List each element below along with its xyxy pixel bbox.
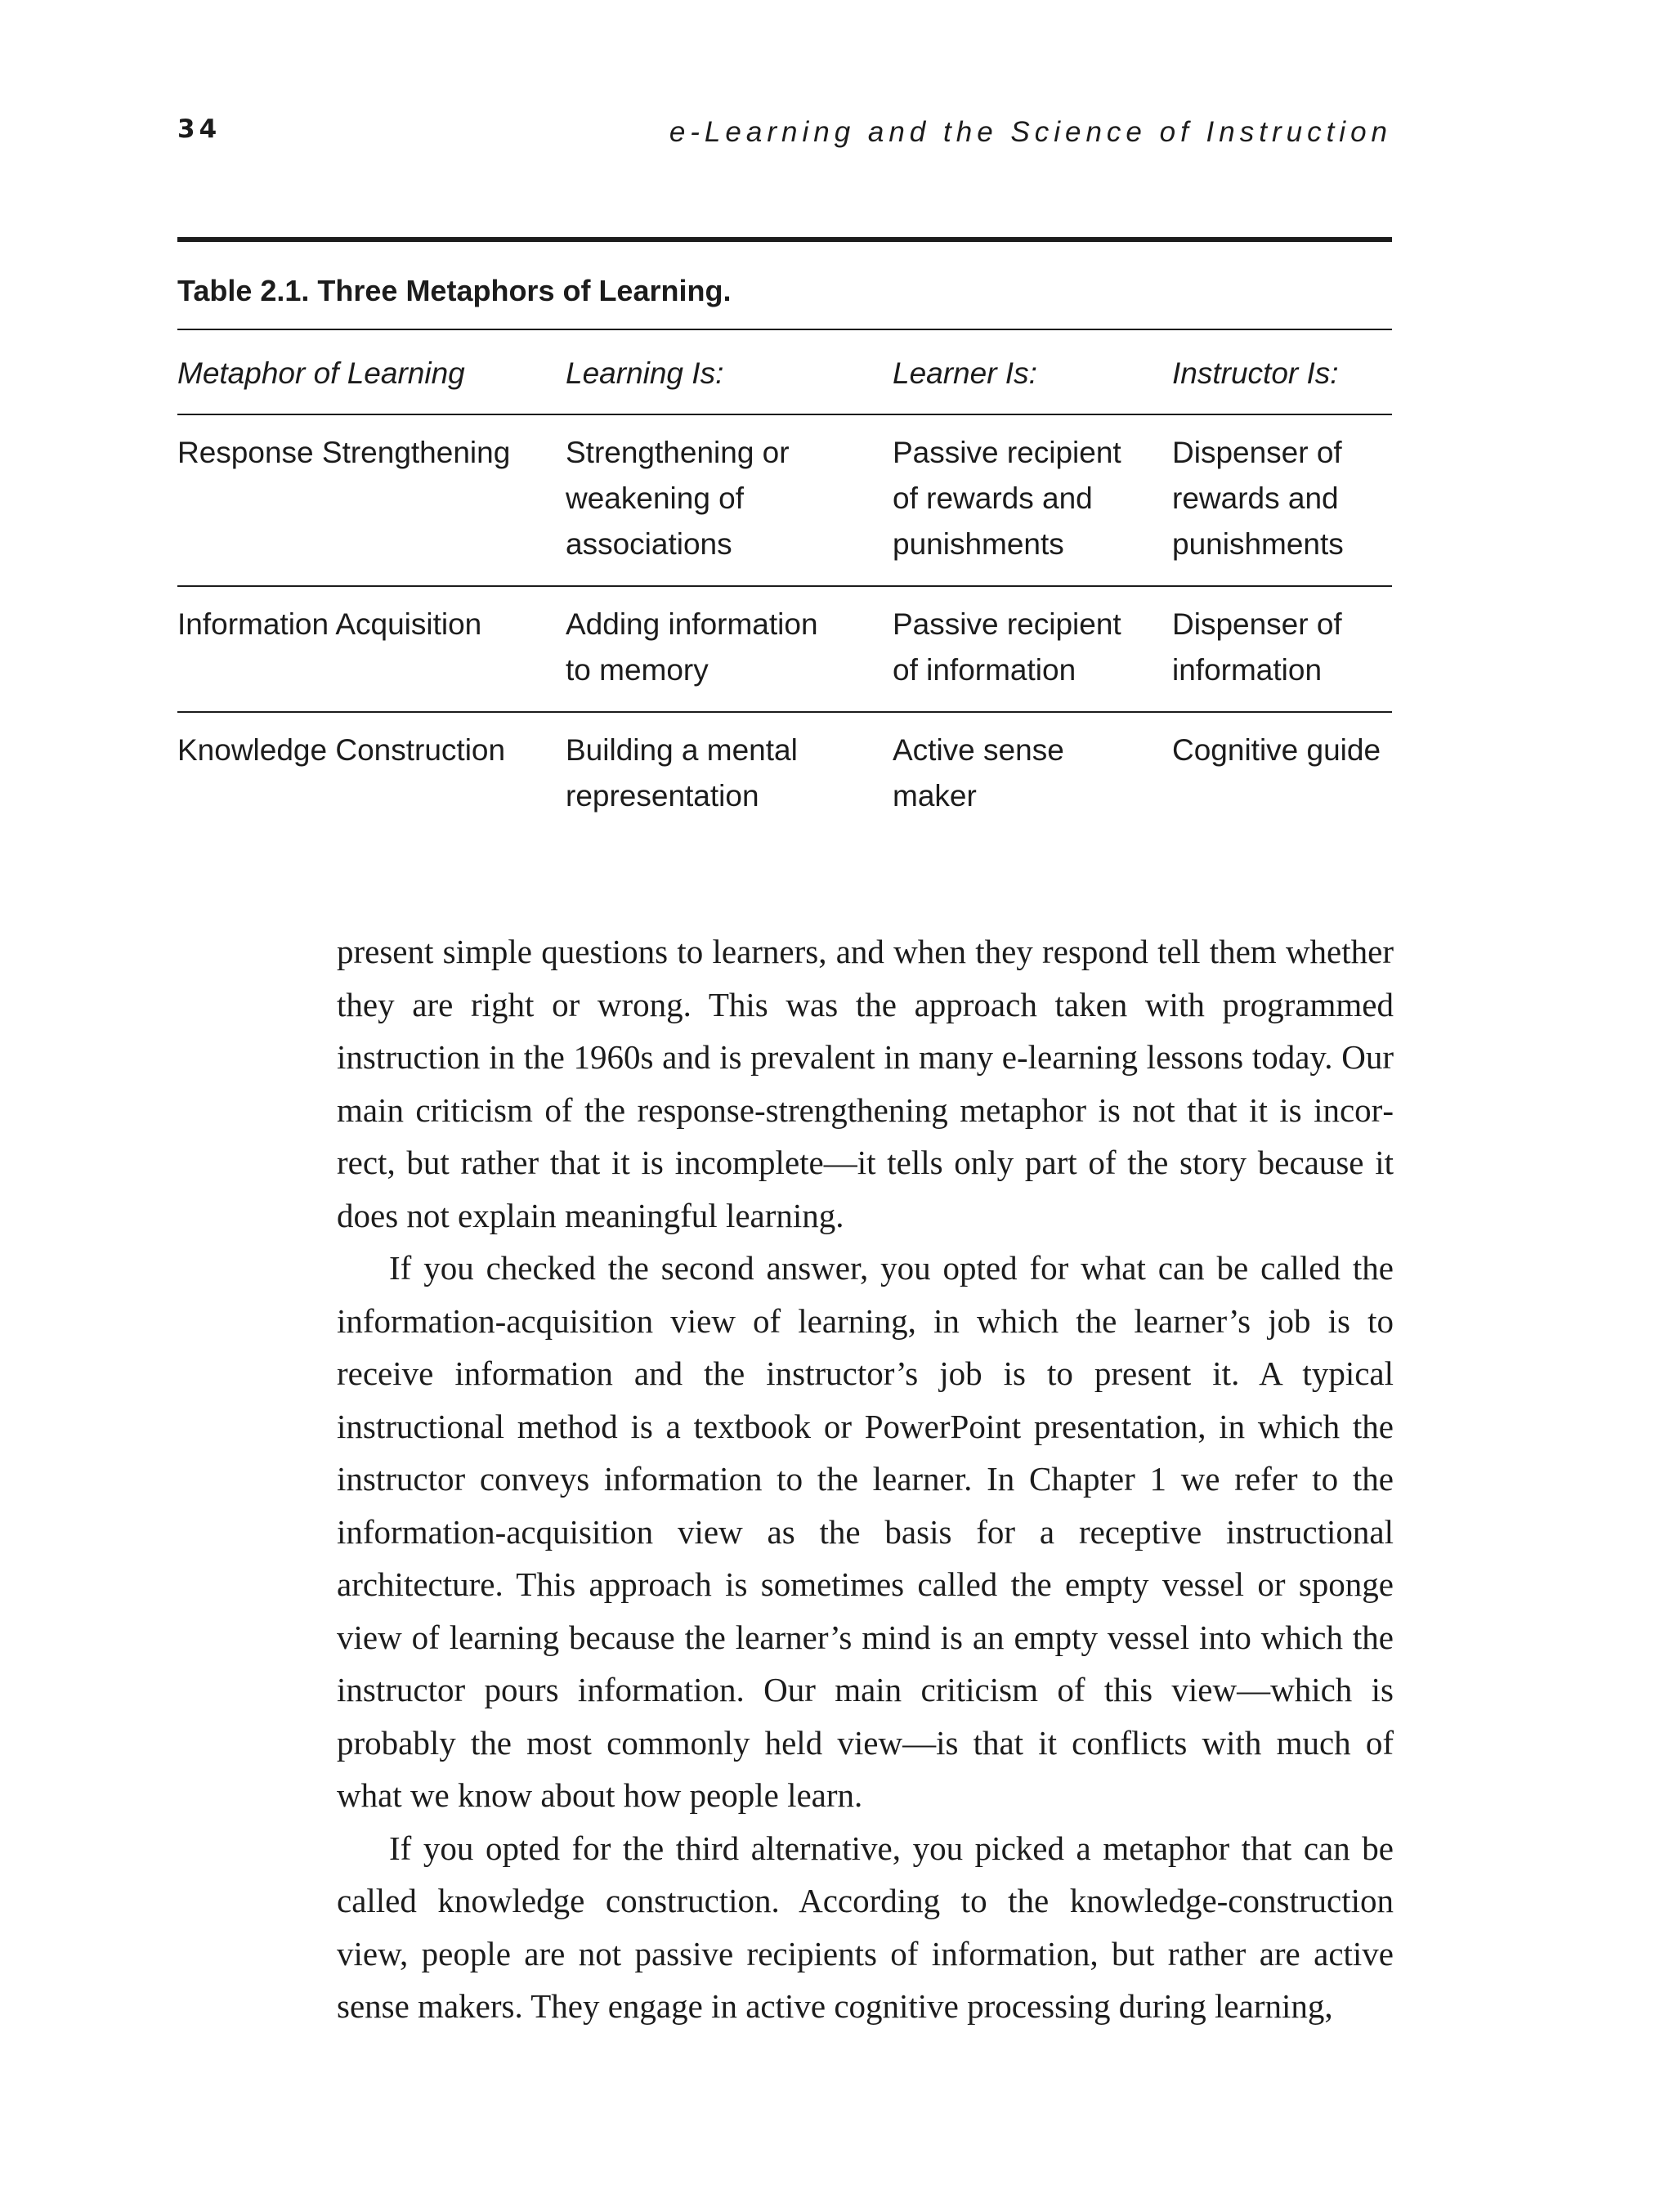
table-cell: Knowledge Construction (177, 733, 506, 767)
table-header-row (177, 330, 1392, 414)
page-number: 34 (177, 114, 222, 144)
table-cell: Dispenser of information (1172, 586, 1392, 712)
table-cell: Cognitive guide (1172, 733, 1381, 767)
table-cell: Dispenser of rewards and punishments (1172, 414, 1392, 586)
table-cell: Response Strengthening (177, 414, 566, 586)
table-top-rule (177, 237, 1392, 242)
column-header-learner: Learner Is: (893, 330, 1172, 414)
table-cell: Strengthening or weakening of associations (566, 414, 893, 586)
table-cell: Passive recipient of rewards and punishments (893, 414, 1172, 586)
table-row (177, 586, 1392, 712)
body-text (337, 925, 1394, 2033)
table-2-1 (177, 237, 1392, 837)
table-cell: Passive recipient of information (893, 586, 1172, 712)
body-paragraph: If you checked the second answer, you opted for what can be called the information-acquisition view of learning, in which the learner’s job is to receive information and the instructor’s job is to present it. A typical instructional method is a textbook or PowerPoint presentation, in which the instructor conveys information to the learner. In Chapter 1 we refer to the information-acquisition view as the basis for a receptive instructional architecture. This approach is sometimes called the empty vessel or sponge view of learning because the learner’s mind is an empty vessel into which the instructor pours information. Our main criticism of this view—which is probably the most commonly held view—is that it conflicts with much of what we know about how people learn. (337, 1249, 1394, 1814)
body-paragraph: present simple questions to learners, and when they respond tell them whether they are right or wrong. This was the approach taken with programmed instruction in the 1960s and is prevalent in many e-learning lessons today. Our main criticism of the response-strengthening metaphor is not that it is incorrect, but rather that it is incomplete—it tells only part of the story because it does not explain meaningful learning. (337, 933, 1394, 1234)
table-caption: Table 2.1. Three Metaphors of Learning. (177, 274, 732, 307)
column-header-metaphor: Metaphor of Learning (177, 330, 566, 414)
table-cell: Active sense maker (893, 733, 1064, 813)
table-cell: Adding information to memory (566, 586, 893, 712)
table-row (177, 414, 1392, 586)
column-header-instructor: Instructor Is: (1172, 330, 1392, 414)
column-header-learning: Learning Is: (566, 330, 893, 414)
metaphors-table (177, 330, 1392, 837)
table-cell: Information Acquisition (177, 586, 566, 712)
table-row (177, 712, 1392, 837)
table-cell: Building a mental representation (566, 733, 798, 813)
running-head: e-Learning and the Science of Instruction (669, 116, 1392, 148)
body-paragraph: If you opted for the third alternative, you picked a metaphor that can be called knowledge construction. According to the knowledge-construction view, people are not passive recipients of information, but rather are active sense makers. They engage in active cognitive processing during learning, (337, 1829, 1394, 2025)
